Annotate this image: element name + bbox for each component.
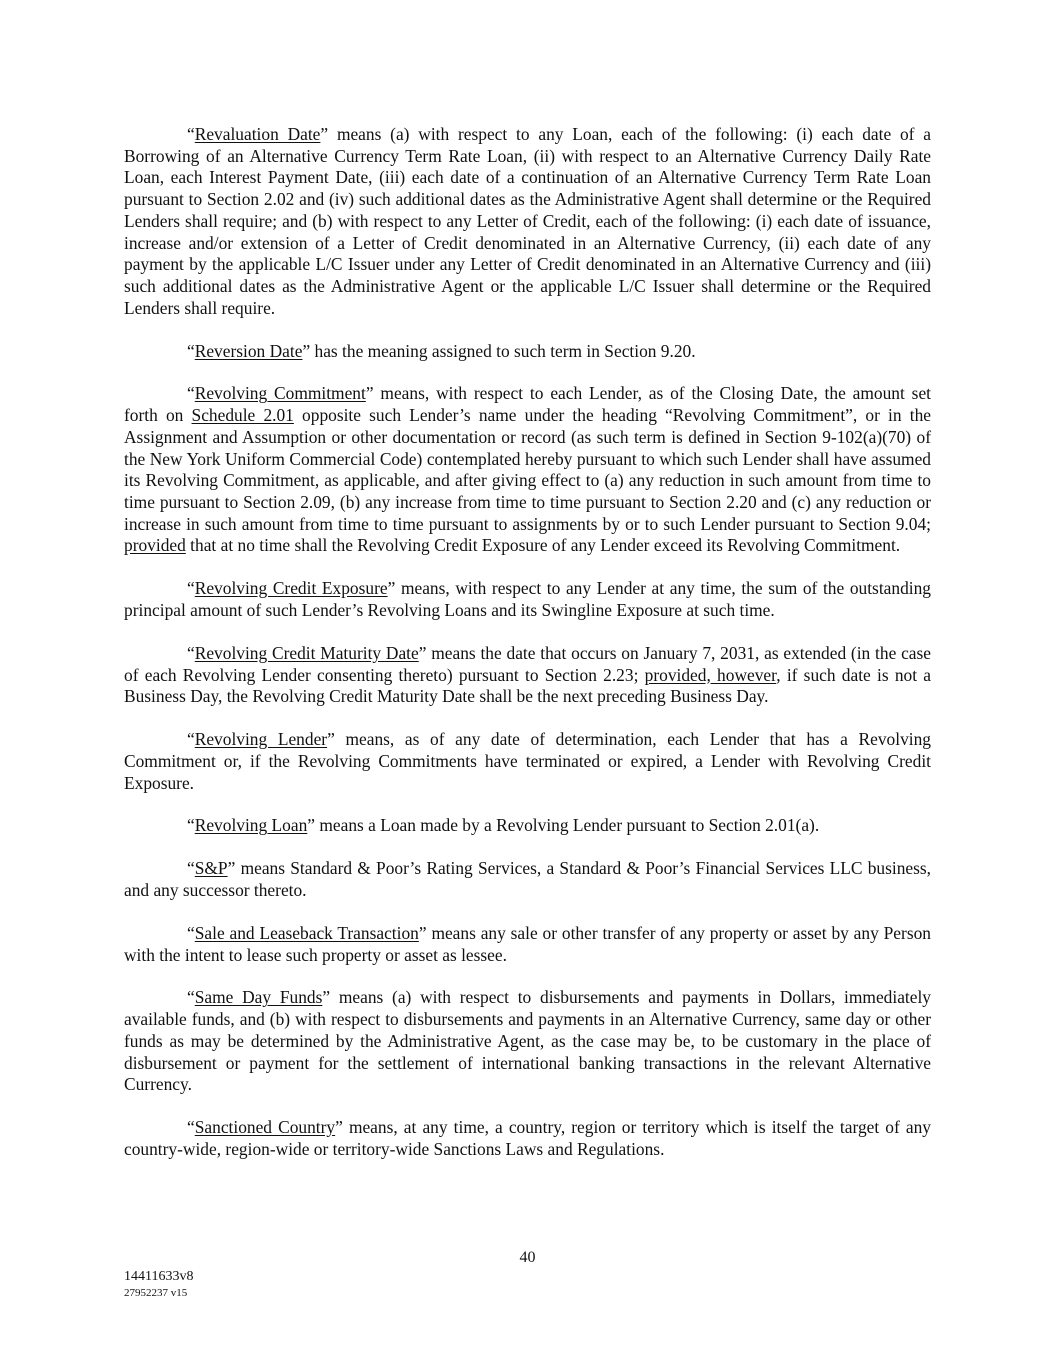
page-number: 40 (519, 1249, 536, 1266)
definition-sale-and-leaseback-transaction: “Sale and Leaseback Transaction” means any sale or other transfer of any property or asset by any Person with the intent to lease such property or asset as lessee. (124, 922, 931, 965)
defined-term: Revolving Loan (194, 815, 308, 836)
defined-term: Reversion Date (194, 340, 303, 361)
schedule-reference: Schedule 2.01 (191, 405, 294, 426)
document-id-primary: 14411633v8 (124, 1269, 194, 1284)
definition-revolving-loan: “Revolving Loan” means a Loan made by a Revolving Lender pursuant to Section 2.01(a). (187, 815, 820, 836)
proviso-term: provided, however (644, 664, 777, 685)
document-page (124, 124, 931, 1182)
defined-term: S&P (194, 858, 228, 879)
definition-body: means, at any time, a country, region or territory which is itself the target of any country-wide, region-wide or territory-wide Sanctions Laws and Regulations. (124, 1117, 931, 1159)
definition-body: means, with respect to any Lender at any time, the sum of the outstanding principal amount of such Lender’s Revolving Loans and its Swingline Exposure at such time. (124, 578, 931, 620)
definition-body: has the meaning assigned to such term in Section 9.20. (310, 340, 696, 361)
definition-body: means, with respect to each Lender, as of the Closing Date, the amount set forth on (124, 383, 931, 426)
definition-body: means (a) with respect to disbursements and payments in Dollars, immediately available funds, and (b) with respect to disbursements and payments in an Alternative Currency, same day or other funds as may be determined by the Administrative Agent, as the case may be, to be customary in the place of disbursement or payment for the settlement of international banking transactions in the relevant Alternative Currency. (124, 987, 931, 1095)
proviso-term: provided (124, 535, 186, 556)
defined-term: Revaluation Date (194, 124, 321, 144)
definition-reversion-date: “Reversion Date” has the meaning assigned to such term in Section 9.20. (187, 340, 696, 361)
definition-body: means a Loan made by a Revolving Lender pursuant to Section 2.01(a). (315, 815, 820, 836)
definition-body: means Standard & Poor’s Rating Services, a Standard & Poor’s Financial Services LLC business, and any successor thereto. (124, 858, 931, 900)
definition-revolving-lender: “Revolving Lender” means, as of any date of determination, each Lender that has a Revolving Commitment or, if the Revolving Commitments have terminated or expired, a Lender with Revolving Credit Exposure. (124, 729, 931, 793)
defined-term: Revolving Credit Exposure (194, 578, 388, 599)
definition-body: means the date that occurs on January 7, 2031, as extended (in the case of each Revolving Lender consenting thereto) pursuant to Section 2.23; (124, 642, 932, 685)
definition-revolving-credit-exposure: “Revolving Credit Exposure” means, with respect to any Lender at any time, the sum of the outstanding principal amount of such Lender’s Revolving Loans and its Swingline Exposure at such time. (124, 578, 931, 620)
definition-body: means any sale or other transfer of any property or asset by any Person with the intent to lease such property or asset as lessee. (124, 922, 931, 965)
definition-revaluation-date: “Revaluation Date” means (a) with respect to any Loan, each of the following: (i) each date of a Borrowing of an Alternative Currency Term Rate Loan, (ii) with respect to an Alternative Currency Daily Rate Loan, each Interest Payment Date, (iii) each date of a continuation of an Alternative Currency Term Rate Loan pursuant to Section 2.02 and (iv) such additional dates as the Administrative Agent shall determine or the Required Lenders shall require; and (b) with respect to any Letter of Credit, each of the following: (i) each date of issuance, increase and/or extension of a Letter of Credit denominated in an Alternative Currency, (ii) each date of any payment by the applicable L/C Issuer under any Letter of Credit denominated in an Alternative Currency and (iii) such additional dates as the Administrative Agent or the applicable L/C Issuer shall determine or the Required Lenders shall require. (124, 124, 931, 318)
definition-s-and-p: “S&P” means Standard & Poor’s Rating Services, a Standard & Poor’s Financial Services LLC business, and any successor thereto. (124, 858, 931, 900)
defined-term: Revolving Lender (194, 729, 328, 750)
defined-term: Revolving Commitment (194, 383, 366, 404)
definition-body: means (a) with respect to any Loan, each of the following: (i) each date of a Borrowing of an Alternative Currency Term Rate Loan, (ii) with respect to an Alternative Currency Daily Rate Loan, each Interest Payment Date, (iii) each date of a continuation of an Alternative Currency Term Rate Loan pursuant to Section 2.02 and (iv) such additional dates as the Administrative Agent shall determine or the Required Lenders shall require; and (b) with respect to any Letter of Credit, each of the following: (i) each date of issuance, increase and/or extension of a Letter of Credit denominated in an Alternative Currency, (ii) each date of any payment by the applicable L/C Issuer under any Letter of Credit denominated in an Alternative Currency and (iii) such additional dates as the Administrative Agent or the applicable L/C Issuer shall determine or the Required Lenders shall require. (124, 124, 931, 318)
definition-body: means, as of any date of determination, each Lender that has a Revolving Commitment or, if the Revolving Commitments have terminated or expired, a Lender with Revolving Credit Exposure. (124, 729, 931, 793)
document-id-secondary: 27952237 v15 (124, 1287, 188, 1299)
definition-sanctioned-country: “Sanctioned Country” means, at any time, a country, region or territory which is itself the target of any country-wide, region-wide or territory-wide Sanctions Laws and Regulations. (124, 1117, 931, 1159)
definition-body: opposite such Lender’s name under the heading “Revolving Commitment”, or in the Assignment and Assumption or other documentation or record (as such term is defined in Section 9-102(a)(70) of the New York Uniform Commercial Code) contemplated hereby pursuant to which such Lender shall have assumed its Revolving Commitment, as applicable, and after giving effect to (a) any reduction in such amount from time to time pursuant to Section 2.09, (b) any increase from time to time pursuant to Section 2.20 and (c) any reduction or increase in such amount from time to time pursuant to assignments by or to such Lender pursuant to Section 9.04; (124, 405, 931, 534)
definition-same-day-funds: “Same Day Funds” means (a) with respect to disbursements and payments in Dollars, immediately available funds, and (b) with respect to disbursements and payments in an Alternative Currency, same day or other funds as may be determined by the Administrative Agent, as the case may be, to be customary in the place of disbursement or payment for the settlement of international banking transactions in the relevant Alternative Currency. (124, 987, 931, 1095)
definition-body: that at no time shall the Revolving Credit Exposure of any Lender exceed its Revolving Commitment. (185, 535, 901, 556)
defined-term: Sanctioned Country (194, 1117, 336, 1138)
defined-term: Sale and Leaseback Transaction (194, 922, 419, 943)
defined-term: Revolving Credit Maturity Date (194, 642, 419, 663)
definition-revolving-credit-maturity-date: “Revolving Credit Maturity Date” means the date that occurs on January 7, 2031, as extended (in the case of each Revolving Lender consenting thereto) pursuant to Section 2.23; provided, however, if such date is not a Business Day, the Revolving Credit Maturity Date shall be the next preceding Business Day. (124, 642, 932, 707)
definition-body: , if such date is not a Business Day, the Revolving Credit Maturity Date shall be the next preceding Business Day. (124, 664, 931, 707)
definition-revolving-commitment: “Revolving Commitment” means, with respect to each Lender, as of the Closing Date, the amount set forth on Schedule 2.01 opposite such Lender’s name under the heading “Revolving Commitment”, or in the Assignment and Assumption or other documentation or record (as such term is defined in Section 9-102(a)(70) of the New York Uniform Commercial Code) contemplated hereby pursuant to which such Lender shall have assumed its Revolving Commitment, as applicable, and after giving effect to (a) any reduction in such amount from time to time pursuant to Section 2.09, (b) any increase from time to time pursuant to Section 2.20 and (c) any reduction or increase in such amount from time to time pursuant to assignments by or to such Lender pursuant to Section 9.04; provided that at no time shall the Revolving Credit Exposure of any Lender exceed its Revolving Commitment. (124, 383, 931, 556)
defined-term: Same Day Funds (194, 987, 323, 1008)
